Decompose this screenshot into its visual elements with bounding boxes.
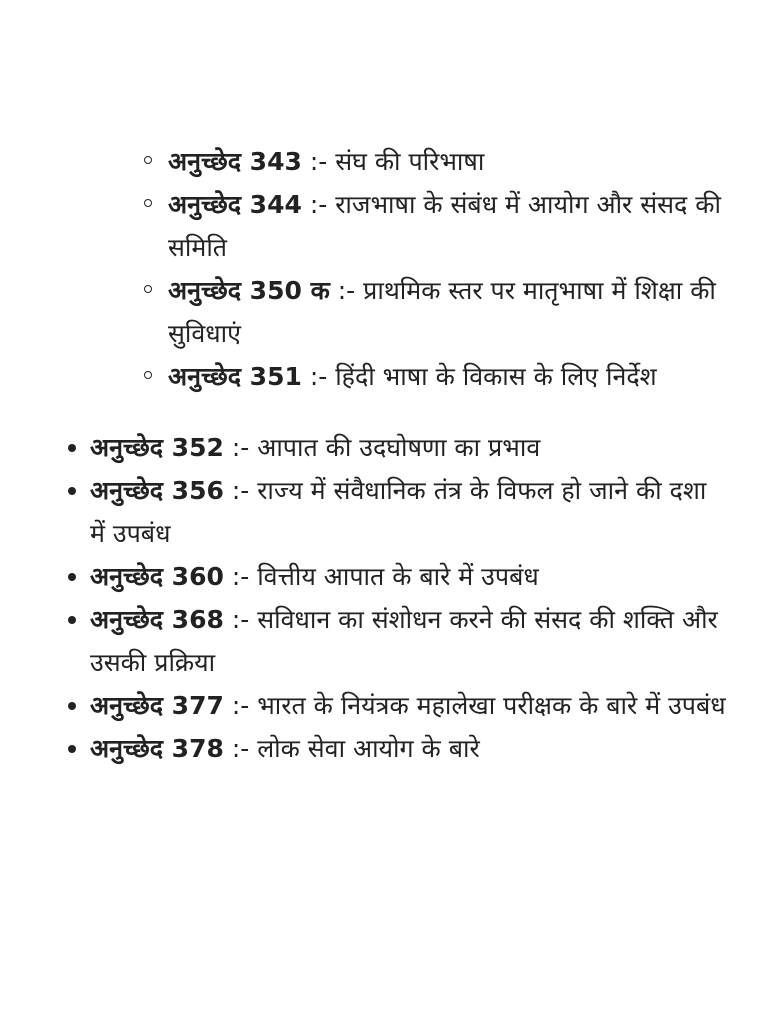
article-description: :- राज्य में संवैधानिक तंत्र के विफल हो जाने की दशा में उपबंध bbox=[90, 476, 707, 548]
hollow-circle-bullet-icon bbox=[144, 199, 152, 207]
hollow-circle-bullet-icon bbox=[144, 156, 152, 164]
list-item bbox=[90, 727, 728, 770]
list-item bbox=[90, 598, 728, 684]
bullet-icon bbox=[68, 573, 76, 581]
article-list-content bbox=[0, 140, 768, 770]
article-description: :- राजभाषा के संबंध में आयोग और संसद की समिति bbox=[168, 190, 721, 262]
article-description: :- आपात की उदघोषणा का प्रभाव bbox=[223, 433, 541, 462]
bullet-icon bbox=[68, 745, 76, 753]
list-item bbox=[90, 684, 728, 727]
article-number: अनुच्छेद 368 bbox=[90, 605, 224, 634]
list-item bbox=[90, 555, 728, 598]
bullet-icon bbox=[68, 616, 76, 624]
article-description: :- प्राथमिक स्तर पर मातृभाषा में शिक्षा की सुविधाएं bbox=[168, 276, 716, 348]
list-item bbox=[168, 269, 728, 355]
article-description: :- संघ की परिभाषा bbox=[301, 147, 485, 176]
list-item bbox=[90, 469, 728, 555]
bullet-icon bbox=[68, 444, 76, 452]
list-item bbox=[90, 426, 728, 469]
article-description: :- भारत के नियंत्रक महालेखा परीक्षक के बारे में उपबंध bbox=[223, 691, 726, 720]
article-number: अनुच्छेद 377 bbox=[90, 691, 224, 720]
article-number: अनुच्छेद 356 bbox=[90, 476, 224, 505]
list-item bbox=[168, 140, 728, 183]
article-list bbox=[0, 426, 768, 770]
article-number: अनुच्छेद 351 bbox=[168, 362, 302, 391]
list-item bbox=[168, 183, 728, 269]
article-number: अनुच्छेद 344 bbox=[168, 190, 302, 219]
article-number: अनुच्छेद 360 bbox=[90, 562, 224, 591]
article-number: अनुच्छेद 350 क bbox=[168, 276, 330, 305]
bullet-icon bbox=[68, 487, 76, 495]
article-number: अनुच्छेद 352 bbox=[90, 433, 224, 462]
article-description: :- सविधान का संशोधन करने की संसद की शक्ति और उसकी प्रक्रिया bbox=[90, 605, 718, 677]
article-number: अनुच्छेद 343 bbox=[168, 147, 302, 176]
sub-article-list bbox=[0, 140, 768, 398]
bullet-icon bbox=[68, 702, 76, 710]
article-number: अनुच्छेद 378 bbox=[90, 734, 224, 763]
article-description: :- हिंदी भाषा के विकास के लिए निर्देश bbox=[301, 362, 657, 391]
list-item bbox=[168, 355, 728, 398]
hollow-circle-bullet-icon bbox=[144, 285, 152, 293]
article-description: :- वित्तीय आपात के बारे में उपबंध bbox=[223, 562, 539, 591]
hollow-circle-bullet-icon bbox=[144, 371, 152, 379]
article-description: :- लोक सेवा आयोग के बारे bbox=[223, 734, 480, 763]
